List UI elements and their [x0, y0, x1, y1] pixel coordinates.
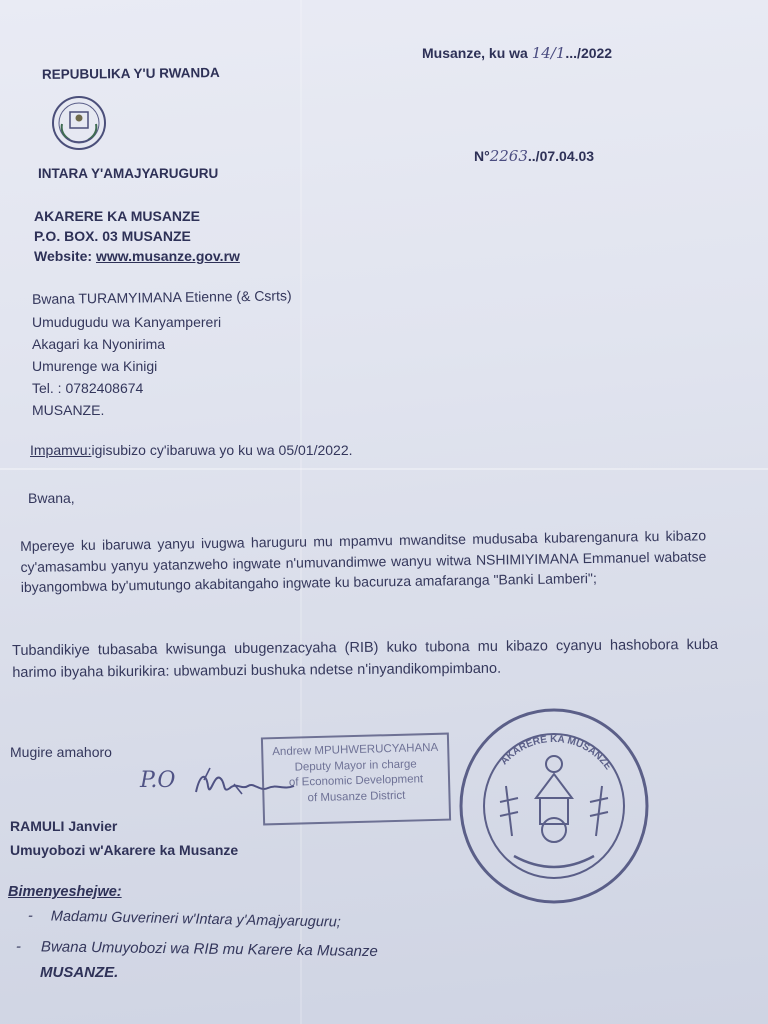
paper-fold-line-vertical	[300, 0, 302, 1024]
cc-item-2	[16, 938, 378, 960]
reference-number	[474, 147, 594, 165]
subject-text: igisubizo cy'ibaruwa yo ku wa 05/01/2022.	[91, 442, 353, 458]
paper-fold-line	[0, 468, 768, 470]
recipient-city: MUSANZE.	[32, 402, 105, 418]
stamp-line-2: Deputy Mayor in charge	[294, 757, 417, 774]
recipient-cell: Akagari ka Nyonirima	[32, 336, 166, 352]
cc-item-1-text: Madamu Guverineri w'Intara y'Amajyaruguru;	[50, 908, 341, 931]
cc-item-1	[28, 908, 341, 931]
svg-text:AKARERE KA MUSANZE	[499, 734, 614, 772]
place-date-prefix: Musanze, ku wa	[422, 45, 532, 61]
district-name: AKARERE KA MUSANZE	[34, 208, 200, 224]
website-label: Website:	[34, 248, 93, 264]
po-box: P.O. BOX. 03 MUSANZE	[34, 228, 191, 244]
deputy-mayor-stamp	[261, 733, 451, 826]
ref-handwritten: 2263	[489, 147, 528, 165]
website-link[interactable]: www.musanze.gov.rw	[95, 248, 240, 264]
coat-of-arms-logo	[48, 94, 110, 152]
website-line	[34, 248, 240, 264]
recipient-phone: Tel. : 0782408674	[32, 380, 144, 396]
cc-dash-2: -	[15, 938, 22, 956]
ref-prefix: N°	[474, 148, 490, 164]
province-heading: INTARA Y'AMAJYARUGURU	[38, 166, 219, 181]
cc-item-2-text: Bwana Umuyobozi wa RIB mu Karere ka Musanze	[40, 938, 378, 961]
body-paragraph-2: Tubandikiye tubasaba kwisunga ubugenzacyaha (RIB) kuko tubona mu kibazo cyanyu hashobora kuba harimo ibyaha bikurikira: ubwambuzi bushuka ndetse n'inyandikompimbano.	[12, 636, 719, 681]
ref-suffix: ../07.04.03	[527, 148, 595, 164]
cc-dash-1: -	[27, 908, 34, 925]
signer-name: RAMULI Janvier	[10, 818, 118, 834]
recipient-sector: Umurenge wa Kinigi	[32, 358, 158, 374]
cc-item-2-city: MUSANZE.	[40, 964, 119, 981]
subject-line	[30, 442, 353, 458]
seal-text: AKARERE KA MUSANZE	[498, 733, 614, 772]
body-paragraph-1: Mpereye ku ibaruwa yanyu ivugwa haruguru mu mpamvu mwanditse mudusaba kubarenganura ku kibazo cy'amasambu yanyu yatanzweho ingwate n'umuvandimwe wanyu witwa NSHIMIYIMANA Emmanuel wabatse ibyangombwa by'umutungo akabitangaho ingwate ku bacuruza amafaranga "Banki Lamberi";	[20, 527, 707, 595]
recipient-name: Bwana TURAMYIMANA Etienne (& Csrts)	[31, 287, 292, 307]
signer-title: Umuyobozi w'Akarere ka Musanze	[10, 842, 239, 858]
place-date-handwritten: 14/1	[531, 44, 566, 62]
district-round-seal	[456, 706, 652, 906]
greeting: Bwana,	[28, 490, 75, 506]
signature-po: P.O	[140, 768, 176, 793]
closing-salutation: Mugire amahoro	[10, 744, 112, 760]
stamp-line-1: Andrew MPUHWERUCYAHANA	[272, 741, 439, 759]
subject-label: Impamvu:	[30, 442, 92, 458]
place-date-suffix: .../2022	[565, 45, 613, 61]
place-date	[422, 44, 612, 62]
stamp-line-3: of Economic Development	[288, 773, 424, 789]
recipient-village: Umudugudu wa Kanyampereri	[32, 314, 222, 330]
stamp-line-4: of Musanze District	[307, 789, 406, 804]
cc-label: Bimenyeshejwe:	[8, 884, 122, 900]
republic-heading: REPUBULIKA Y'U RWANDA	[41, 65, 220, 82]
